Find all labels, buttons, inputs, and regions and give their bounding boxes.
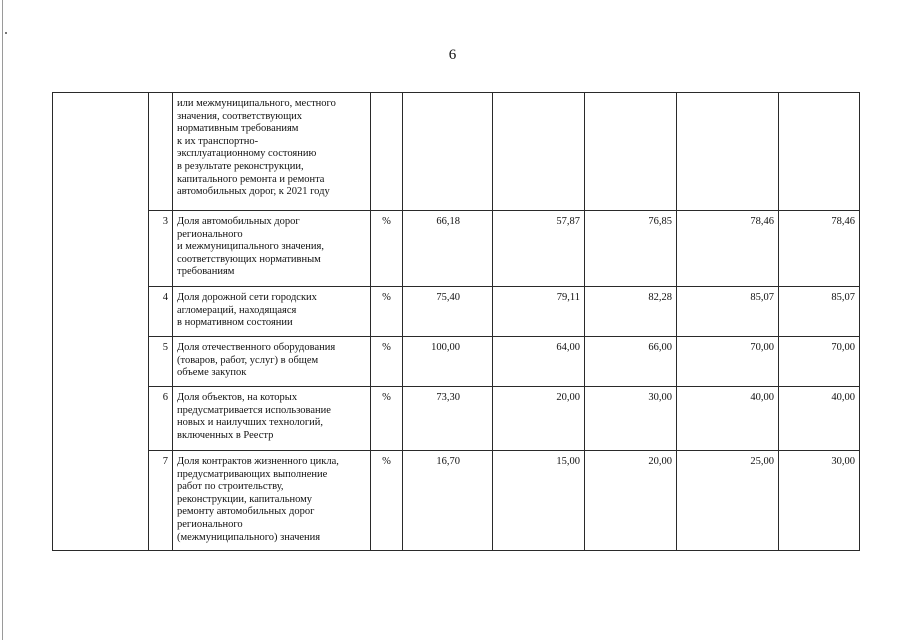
name-line: нормативным требованиям: [177, 123, 299, 135]
cell-value: 15,00: [493, 451, 585, 551]
cell-value: 79,11: [493, 287, 585, 337]
table-row: [53, 337, 860, 387]
name-line: предусматривающих выполнение: [177, 468, 328, 480]
cell-name: [173, 287, 371, 337]
cell-value: 30,00: [585, 387, 677, 451]
indicators-table: [52, 92, 860, 551]
name-line: регионального: [177, 518, 243, 530]
name-line: агломераций, находящаяся: [177, 304, 297, 316]
cell-num: 7: [149, 451, 173, 551]
name-line: к их транспортно-: [177, 135, 259, 147]
cell-name: [173, 211, 371, 287]
name-line: или межмуниципального, местного: [177, 98, 336, 109]
cell-name: [173, 93, 371, 211]
table-row: [53, 451, 860, 551]
name-line: (товаров, работ, услуг) в общем: [177, 354, 319, 366]
name-line: Доля объектов, на которых: [177, 392, 298, 403]
cell-num: 4: [149, 287, 173, 337]
cell-value: [779, 93, 860, 211]
cell-value: [493, 93, 585, 211]
name-line: в результате реконструкции,: [177, 160, 304, 172]
cell-value: 66,18: [403, 211, 493, 287]
name-line: регионального: [177, 228, 243, 240]
cell-value: 75,40: [403, 287, 493, 337]
name-line: Доля дорожной сети городских: [177, 292, 317, 303]
name-line: автомобильных дорог, к 2021 году: [177, 186, 330, 198]
cell-value: 82,28: [585, 287, 677, 337]
cell-unit: %: [371, 211, 403, 287]
name-line: эксплуатационному состоянию: [177, 148, 317, 160]
page-number: 6: [448, 47, 457, 63]
cell-value: 70,00: [677, 337, 779, 387]
cell-name: [173, 451, 371, 551]
cell-num: [149, 93, 173, 211]
cell-value: 30,00: [779, 451, 860, 551]
name-line: требованиям: [177, 266, 235, 278]
cell-unit: [371, 93, 403, 211]
name-line: в нормативном состоянии: [177, 317, 293, 329]
cell-unit: %: [371, 337, 403, 387]
cell-unit: %: [371, 287, 403, 337]
name-line: новых и наилучших технологий,: [177, 417, 324, 429]
cell-value: 70,00: [779, 337, 860, 387]
cell-value: 76,85: [585, 211, 677, 287]
cell-value: 73,30: [403, 387, 493, 451]
cell-value: 66,00: [585, 337, 677, 387]
cell-value: 40,00: [677, 387, 779, 451]
cell-value: [403, 93, 493, 211]
name-line: значения, соответствующих: [177, 110, 303, 122]
cell-unit: %: [371, 387, 403, 451]
cell-value: 100,00: [403, 337, 493, 387]
cell-value: [585, 93, 677, 211]
cell-value: [677, 93, 779, 211]
name-line: Доля отечественного оборудования: [177, 342, 336, 353]
cell-unit: %: [371, 451, 403, 551]
cell-num: 5: [149, 337, 173, 387]
name-line: ремонту автомобильных дорог: [177, 506, 315, 518]
name-line: и межмуниципального значения,: [177, 241, 325, 253]
cell-value: 64,00: [493, 337, 585, 387]
table-row: [53, 211, 860, 287]
name-line: включенных в Реестр: [177, 429, 274, 441]
cell-value: 78,46: [677, 211, 779, 287]
scan-edge-line: [2, 0, 3, 640]
cell-value: 25,00: [677, 451, 779, 551]
cell-value: 20,00: [585, 451, 677, 551]
name-line: работ по строительству,: [177, 481, 284, 493]
name-line: капитального ремонта и ремонта: [177, 173, 325, 185]
cell-value: 57,87: [493, 211, 585, 287]
name-line: (межмуниципального) значения: [177, 531, 321, 543]
table-row-continuation: [53, 93, 860, 211]
cell-value: 78,46: [779, 211, 860, 287]
name-line: Доля автомобильных дорог: [177, 216, 300, 227]
cell-value: 85,07: [677, 287, 779, 337]
cell-value: 16,70: [403, 451, 493, 551]
left-merged-cell: [53, 93, 149, 551]
cell-value: 20,00: [493, 387, 585, 451]
cell-num: 3: [149, 211, 173, 287]
name-line: Доля контрактов жизненного цикла,: [177, 456, 339, 467]
name-line: соответствующих нормативным: [177, 253, 321, 265]
scan-speck: [5, 32, 7, 34]
cell-value: 40,00: [779, 387, 860, 451]
cell-name: [173, 387, 371, 451]
name-line: объеме закупок: [177, 367, 247, 379]
name-line: предусматривается использование: [177, 404, 331, 416]
cell-name: [173, 337, 371, 387]
table-row: [53, 287, 860, 337]
cell-num: 6: [149, 387, 173, 451]
table-row: [53, 387, 860, 451]
name-line: реконструкции, капитальному: [177, 493, 313, 505]
cell-value: 85,07: [779, 287, 860, 337]
